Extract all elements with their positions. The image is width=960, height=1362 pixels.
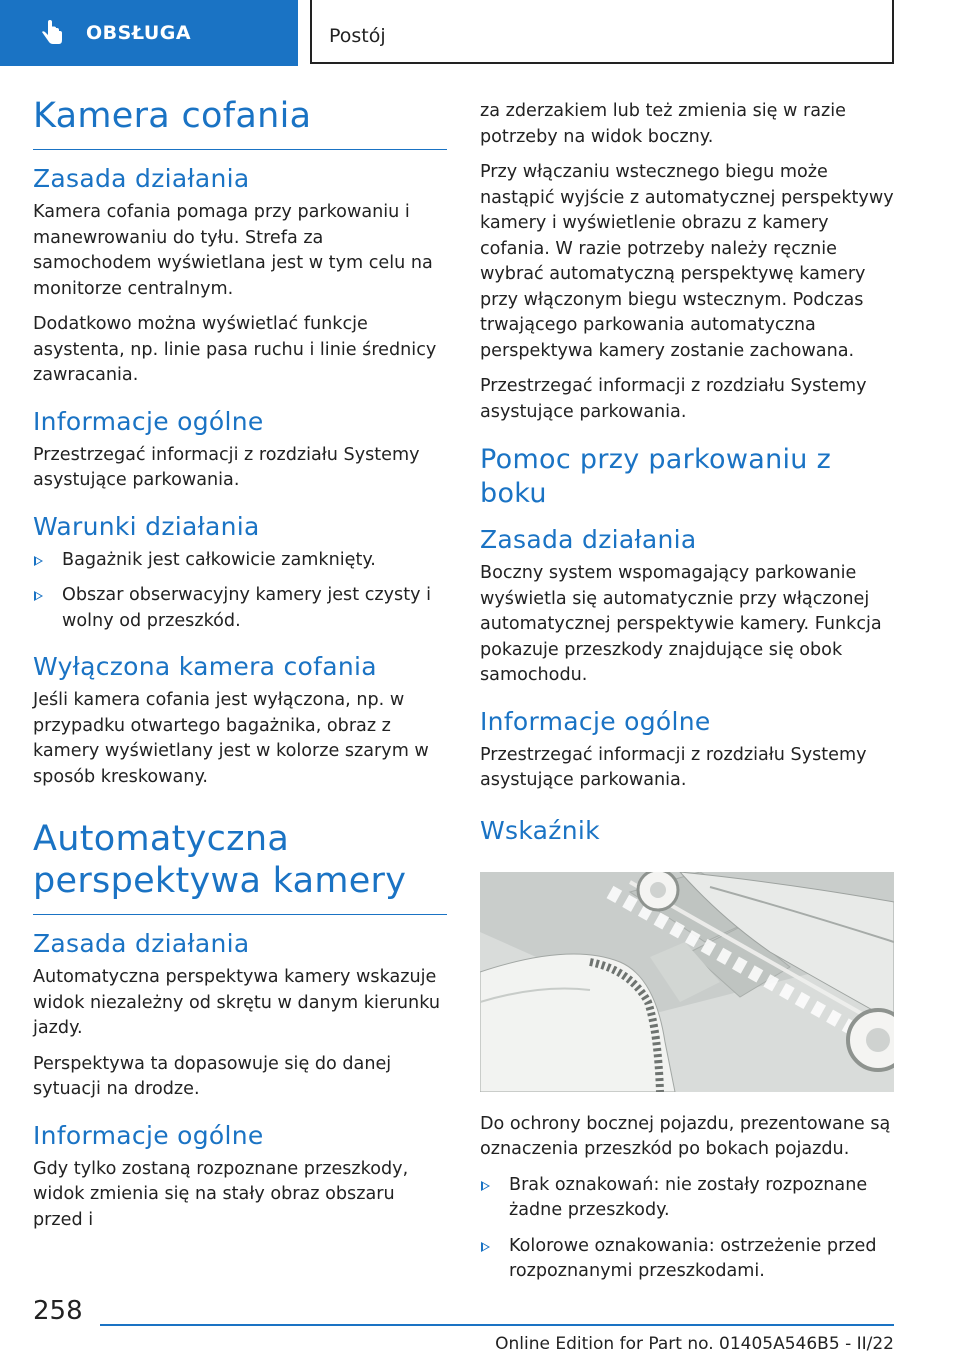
heading-zasada-dzialania-2: Zasada działania — [33, 929, 250, 958]
paragraph: Do ochrony bocznej pojazdu, prezentowane są oznaczenia przeszkód po bokach pojazdu. — [480, 1113, 891, 1159]
paragraph: Boczny system wspomagający parkowanie wyświetla się automatycznie przy włączonej automatycznej perspektywie kamery. Funkcja pokazuje przeszkody znajdujące się obok samochodu. — [480, 563, 882, 685]
section-label: OBSŁUGA — [86, 22, 192, 44]
right-column — [480, 95, 894, 1297]
indicator-list — [480, 1173, 894, 1285]
section-tab[interactable] — [0, 0, 298, 66]
paragraph: Przestrzegać informacji z rozdziału Systemy asystujące parkowania. — [480, 376, 867, 422]
heading-informacje-ogolne: Informacje ogólne — [33, 406, 264, 436]
heading-automatyczna-perspektywa: Automatyczna perspektywa kamery — [33, 818, 447, 915]
paragraph: Automatyczna perspektywa kamery wskazuje widok niezależny od skrętu w danym kierunku jazdy. — [33, 967, 441, 1038]
list-item-text: Kolorowe oznakowania: ostrzeżenie przed rozpoznanymi przeszkodami. — [509, 1235, 877, 1281]
heading-informacje-ogolne-2: Informacje ogólne — [33, 1120, 264, 1150]
triangle-bullet-icon — [34, 591, 43, 601]
heading-zasada-dzialania-3: Zasada działania — [480, 525, 697, 554]
paragraph: Perspektywa ta dopasowuje się do danej sytuacji na drodze. — [33, 1053, 392, 1099]
paragraph: Przestrzegać informacji z rozdziału Systemy asystujące parkowania. — [33, 444, 420, 490]
paragraph: Gdy tylko zostaną rozpoznane przeszkody, widok zmienia się na stały obraz obszaru przed i — [33, 1158, 409, 1230]
paragraph: Dodatkowo można wyświetlać funkcje asystenta, np. linie pasa ruchu i linie średnicy zawracania. — [33, 314, 437, 385]
conditions-list — [33, 548, 447, 635]
list-item-text: Brak oznakowań: nie zostały rozpoznane żadne przeszkody. — [509, 1174, 868, 1220]
heading-kamera-cofania: Kamera cofania — [33, 95, 447, 150]
list-item — [33, 583, 447, 634]
edition-note: Online Edition for Part no. 01405A546B5 - II/22 — [495, 1334, 894, 1354]
heading-wskaznik: Wskaźnik — [480, 815, 600, 845]
chapter-title: Postój — [329, 25, 386, 47]
side-parking-illustration — [480, 872, 894, 1092]
heading-wylaczona-kamera: Wyłączona kamera cofania — [33, 652, 377, 681]
list-item — [480, 1173, 894, 1224]
triangle-bullet-icon — [481, 1181, 490, 1191]
heading-zasada-dzialania: Zasada działania — [33, 164, 250, 193]
page-number: 258 — [33, 1296, 83, 1326]
list-item — [33, 548, 447, 574]
list-item-text: Bagażnik jest całkowicie zamknięty. — [62, 549, 376, 570]
heading-informacje-ogolne-3: Informacje ogólne — [480, 706, 711, 736]
footer-divider — [100, 1324, 894, 1326]
hand-pointer-icon — [38, 18, 68, 48]
heading-pomoc-przy-parkowaniu: Pomoc przy parkowaniu z boku — [480, 444, 832, 509]
list-item — [480, 1234, 894, 1285]
paragraph: Kamera cofania pomaga przy parkowaniu i manewrowaniu do tyłu. Strefa za samochodem wyświetlana jest w tym celu na monitorze centralnym. — [33, 202, 433, 299]
paragraph: Przy włączaniu wstecznego biegu może nastąpić wyjście z automatycznej perspektywy kamery i wyświetlenie obrazu z kamery cofania. W razie potrzeby należy ręcznie wybrać automatyczną perspektywę kamery przy włączonym biegu wstecznym. Podczas trwającego parkowania automatyczna perspektywa kamery zostanie zachowana. — [480, 162, 894, 361]
list-item-text: Obszar obserwacyjny kamery jest czysty i wolny od przeszkód. — [62, 585, 431, 631]
heading-warunki-dzialania: Warunki działania — [33, 511, 260, 541]
paragraph: Jeśli kamera cofania jest wyłączona, np. w przypadku otwartego bagażnika, obraz z kamery wyświetlany jest w kolorze szarym w sposób kreskowany. — [33, 690, 429, 787]
paragraph: za zderzakiem lub też zmienia się w razie potrzeby na widok boczny. — [480, 101, 846, 147]
triangle-bullet-icon — [34, 556, 43, 566]
chapter-header — [310, 0, 894, 64]
left-column — [33, 95, 447, 1243]
triangle-bullet-icon — [481, 1242, 490, 1252]
paragraph: Przestrzegać informacji z rozdziału Systemy asystujące parkowania. — [480, 744, 867, 790]
